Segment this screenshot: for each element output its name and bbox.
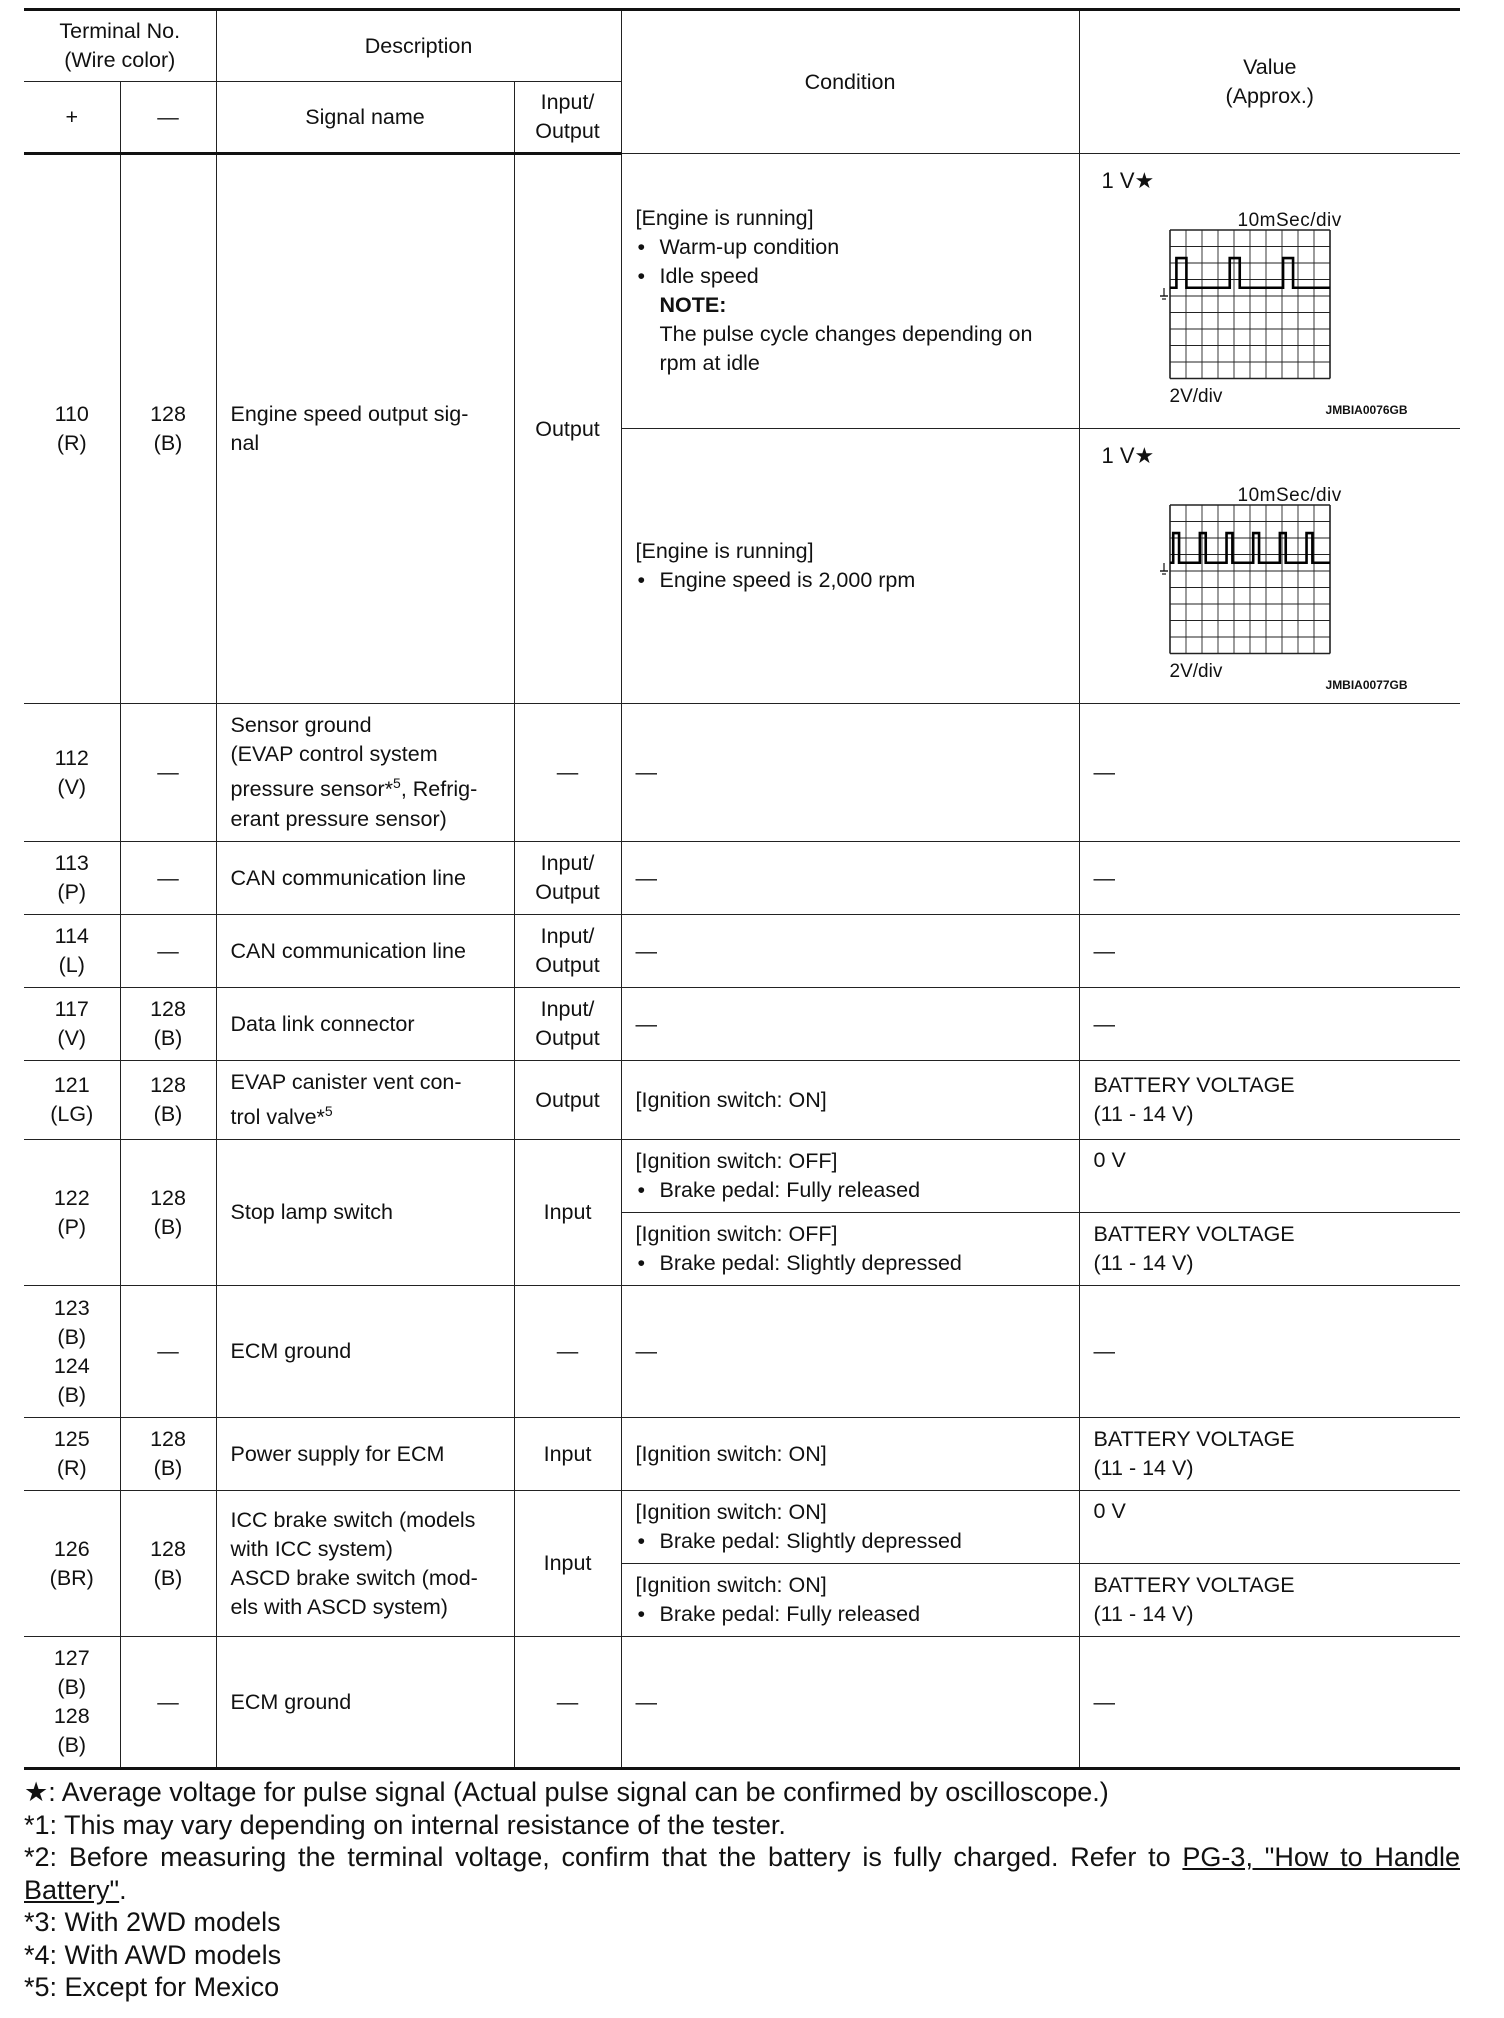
header-condition: Condition (621, 10, 1079, 154)
header-row-1 (24, 10, 1460, 82)
value: BATTERY VOLTAGE (11 - 14 V) (1079, 1213, 1460, 1286)
value: BATTERY VOLTAGE (11 - 14 V) (1079, 1418, 1460, 1491)
minus-terminal: — (120, 842, 216, 915)
input-output: Input/ Output (514, 842, 621, 915)
footnote-4: *4: With AWD models (24, 1939, 282, 1970)
condition: — (621, 842, 1079, 915)
input-output: — (514, 1286, 621, 1418)
minus-terminal: 128 (B) (120, 154, 216, 704)
footnote-3: *3: With 2WD models (24, 1907, 281, 1937)
value: — (1079, 988, 1460, 1061)
value (1079, 154, 1460, 429)
signal-name: Stop lamp switch (216, 1140, 514, 1286)
plus-terminal: 123 (B) 124 (B) (24, 1286, 120, 1418)
condition: [Engine is running] • Warm-up condition • Idle speed NOTE: The pulse cycle changes depending on rpm at idle (621, 154, 1079, 429)
header-minus: — (120, 82, 216, 154)
footnote-star: ★: Average voltage for pulse signal (Actual pulse signal can be confirmed by oscilloscope.) (24, 1777, 1109, 1807)
condition: [Ignition switch: OFF] • Brake pedal: Slightly depressed (621, 1213, 1079, 1286)
table-row (24, 915, 1460, 988)
value: — (1079, 1286, 1460, 1418)
input-output: Input (514, 1140, 621, 1286)
condition: [Ignition switch: ON] (621, 1418, 1079, 1491)
plus-terminal: 127 (B) 128 (B) (24, 1637, 120, 1769)
footnote-2: *2: Before measuring the terminal voltage, confirm that the battery is fully charged. Refer to PG-3, "How to Handle Battery". (24, 1842, 1460, 1905)
condition: [Ignition switch: ON] • Brake pedal: Slightly depressed (621, 1491, 1079, 1564)
value (1079, 429, 1460, 704)
condition: [Ignition switch: ON] (621, 1061, 1079, 1140)
minus-terminal: — (120, 1286, 216, 1418)
signal-name: CAN communication line (216, 915, 514, 988)
value: — (1079, 704, 1460, 842)
value: — (1079, 1637, 1460, 1769)
input-output: — (514, 704, 621, 842)
note-label: NOTE: (659, 293, 727, 317)
signal-name: ICC brake switch (models with ICC system) ASCD brake switch (mod- els with ASCD system) (216, 1491, 514, 1637)
minus-terminal: 128 (B) (120, 1418, 216, 1491)
plus-terminal: 110 (R) (24, 154, 120, 704)
input-output: Output (514, 1061, 621, 1140)
signal-name: Power supply for ECM (216, 1418, 514, 1491)
signal-name: Engine speed output sig- nal (216, 154, 514, 704)
input-output: — (514, 1637, 621, 1769)
condition: [Ignition switch: ON] • Brake pedal: Fully released (621, 1564, 1079, 1637)
terminal-spec-sheet (24, 8, 1460, 2004)
table-row (24, 988, 1460, 1061)
header-input-output: Input/ Output (514, 82, 621, 154)
footnotes (24, 1776, 1460, 2004)
plus-terminal: 122 (P) (24, 1140, 120, 1286)
oscilloscope-waveform-idle: 1 V★ 10mSec/div 2V/div JMBIA0076GB (1088, 164, 1428, 419)
plus-terminal: 125 (R) (24, 1418, 120, 1491)
header-value: Value (Approx.) (1079, 10, 1460, 154)
signal-name: ECM ground (216, 1637, 514, 1769)
header-plus: + (24, 82, 120, 154)
header-description: Description (216, 10, 621, 82)
waveform-2000rpm-graph (1088, 439, 1428, 694)
header-terminal-no: Terminal No. (Wire color) (24, 10, 216, 82)
minus-terminal: 128 (B) (120, 1491, 216, 1637)
plus-terminal: 126 (BR) (24, 1491, 120, 1637)
table-row (24, 1418, 1460, 1491)
battery-handling-link[interactable]: PG-3, "How to Handle Battery" (24, 1842, 1460, 1905)
table-row (24, 1491, 1460, 1564)
plus-terminal: 114 (L) (24, 915, 120, 988)
minus-terminal: — (120, 704, 216, 842)
signal-name: EVAP canister vent con- trol valve*$^5$ (216, 1061, 514, 1140)
minus-terminal: — (120, 1637, 216, 1769)
plus-terminal: 121 (LG) (24, 1061, 120, 1140)
input-output: Output (514, 154, 621, 704)
table-row (24, 1061, 1460, 1140)
condition: — (621, 1637, 1079, 1769)
table-row (24, 154, 1460, 429)
condition: [Ignition switch: OFF] • Brake pedal: Fully released (621, 1140, 1079, 1213)
value: — (1079, 842, 1460, 915)
condition: — (621, 704, 1079, 842)
minus-terminal: 128 (B) (120, 1061, 216, 1140)
minus-terminal: 128 (B) (120, 988, 216, 1061)
signal-name: Data link connector (216, 988, 514, 1061)
input-output: Input/ Output (514, 988, 621, 1061)
value: 0 V (1079, 1140, 1460, 1213)
input-output: Input (514, 1418, 621, 1491)
terminal-table (24, 8, 1460, 1770)
signal-name: ECM ground (216, 1286, 514, 1418)
condition: [Engine is running] • Engine speed is 2,000 rpm (621, 429, 1079, 704)
signal-name: Sensor ground (EVAP control system pressure sensor*$^5$, Refrig- erant pressure sensor) (216, 704, 514, 842)
value: BATTERY VOLTAGE (11 - 14 V) (1079, 1061, 1460, 1140)
minus-terminal: — (120, 915, 216, 988)
value: — (1079, 915, 1460, 988)
table-row (24, 1140, 1460, 1213)
table-row (24, 842, 1460, 915)
table-row (24, 704, 1460, 842)
input-output: Input/ Output (514, 915, 621, 988)
condition: — (621, 988, 1079, 1061)
input-output: Input (514, 1491, 621, 1637)
table-row (24, 1286, 1460, 1418)
note-text: The pulse cycle changes depending on rpm at idle (659, 322, 1033, 375)
footnote-1: *1: This may vary depending on internal resistance of the tester. (24, 1809, 786, 1840)
plus-terminal: 113 (P) (24, 842, 120, 915)
value: BATTERY VOLTAGE (11 - 14 V) (1079, 1564, 1460, 1637)
condition: — (621, 1286, 1079, 1418)
condition: — (621, 915, 1079, 988)
footnote-5: *5: Except for Mexico (24, 1972, 280, 2002)
header-signal-name: Signal name (216, 82, 514, 154)
oscilloscope-waveform-2000rpm: 1 V★ 10mSec/div 2V/div JMBIA0077GB (1088, 439, 1428, 694)
value: 0 V (1079, 1491, 1460, 1564)
plus-terminal: 117 (V) (24, 988, 120, 1061)
table-row (24, 1637, 1460, 1769)
signal-name: CAN communication line (216, 842, 514, 915)
minus-terminal: 128 (B) (120, 1140, 216, 1286)
plus-terminal: 112 (V) (24, 704, 120, 842)
waveform-idle-graph (1088, 164, 1428, 419)
